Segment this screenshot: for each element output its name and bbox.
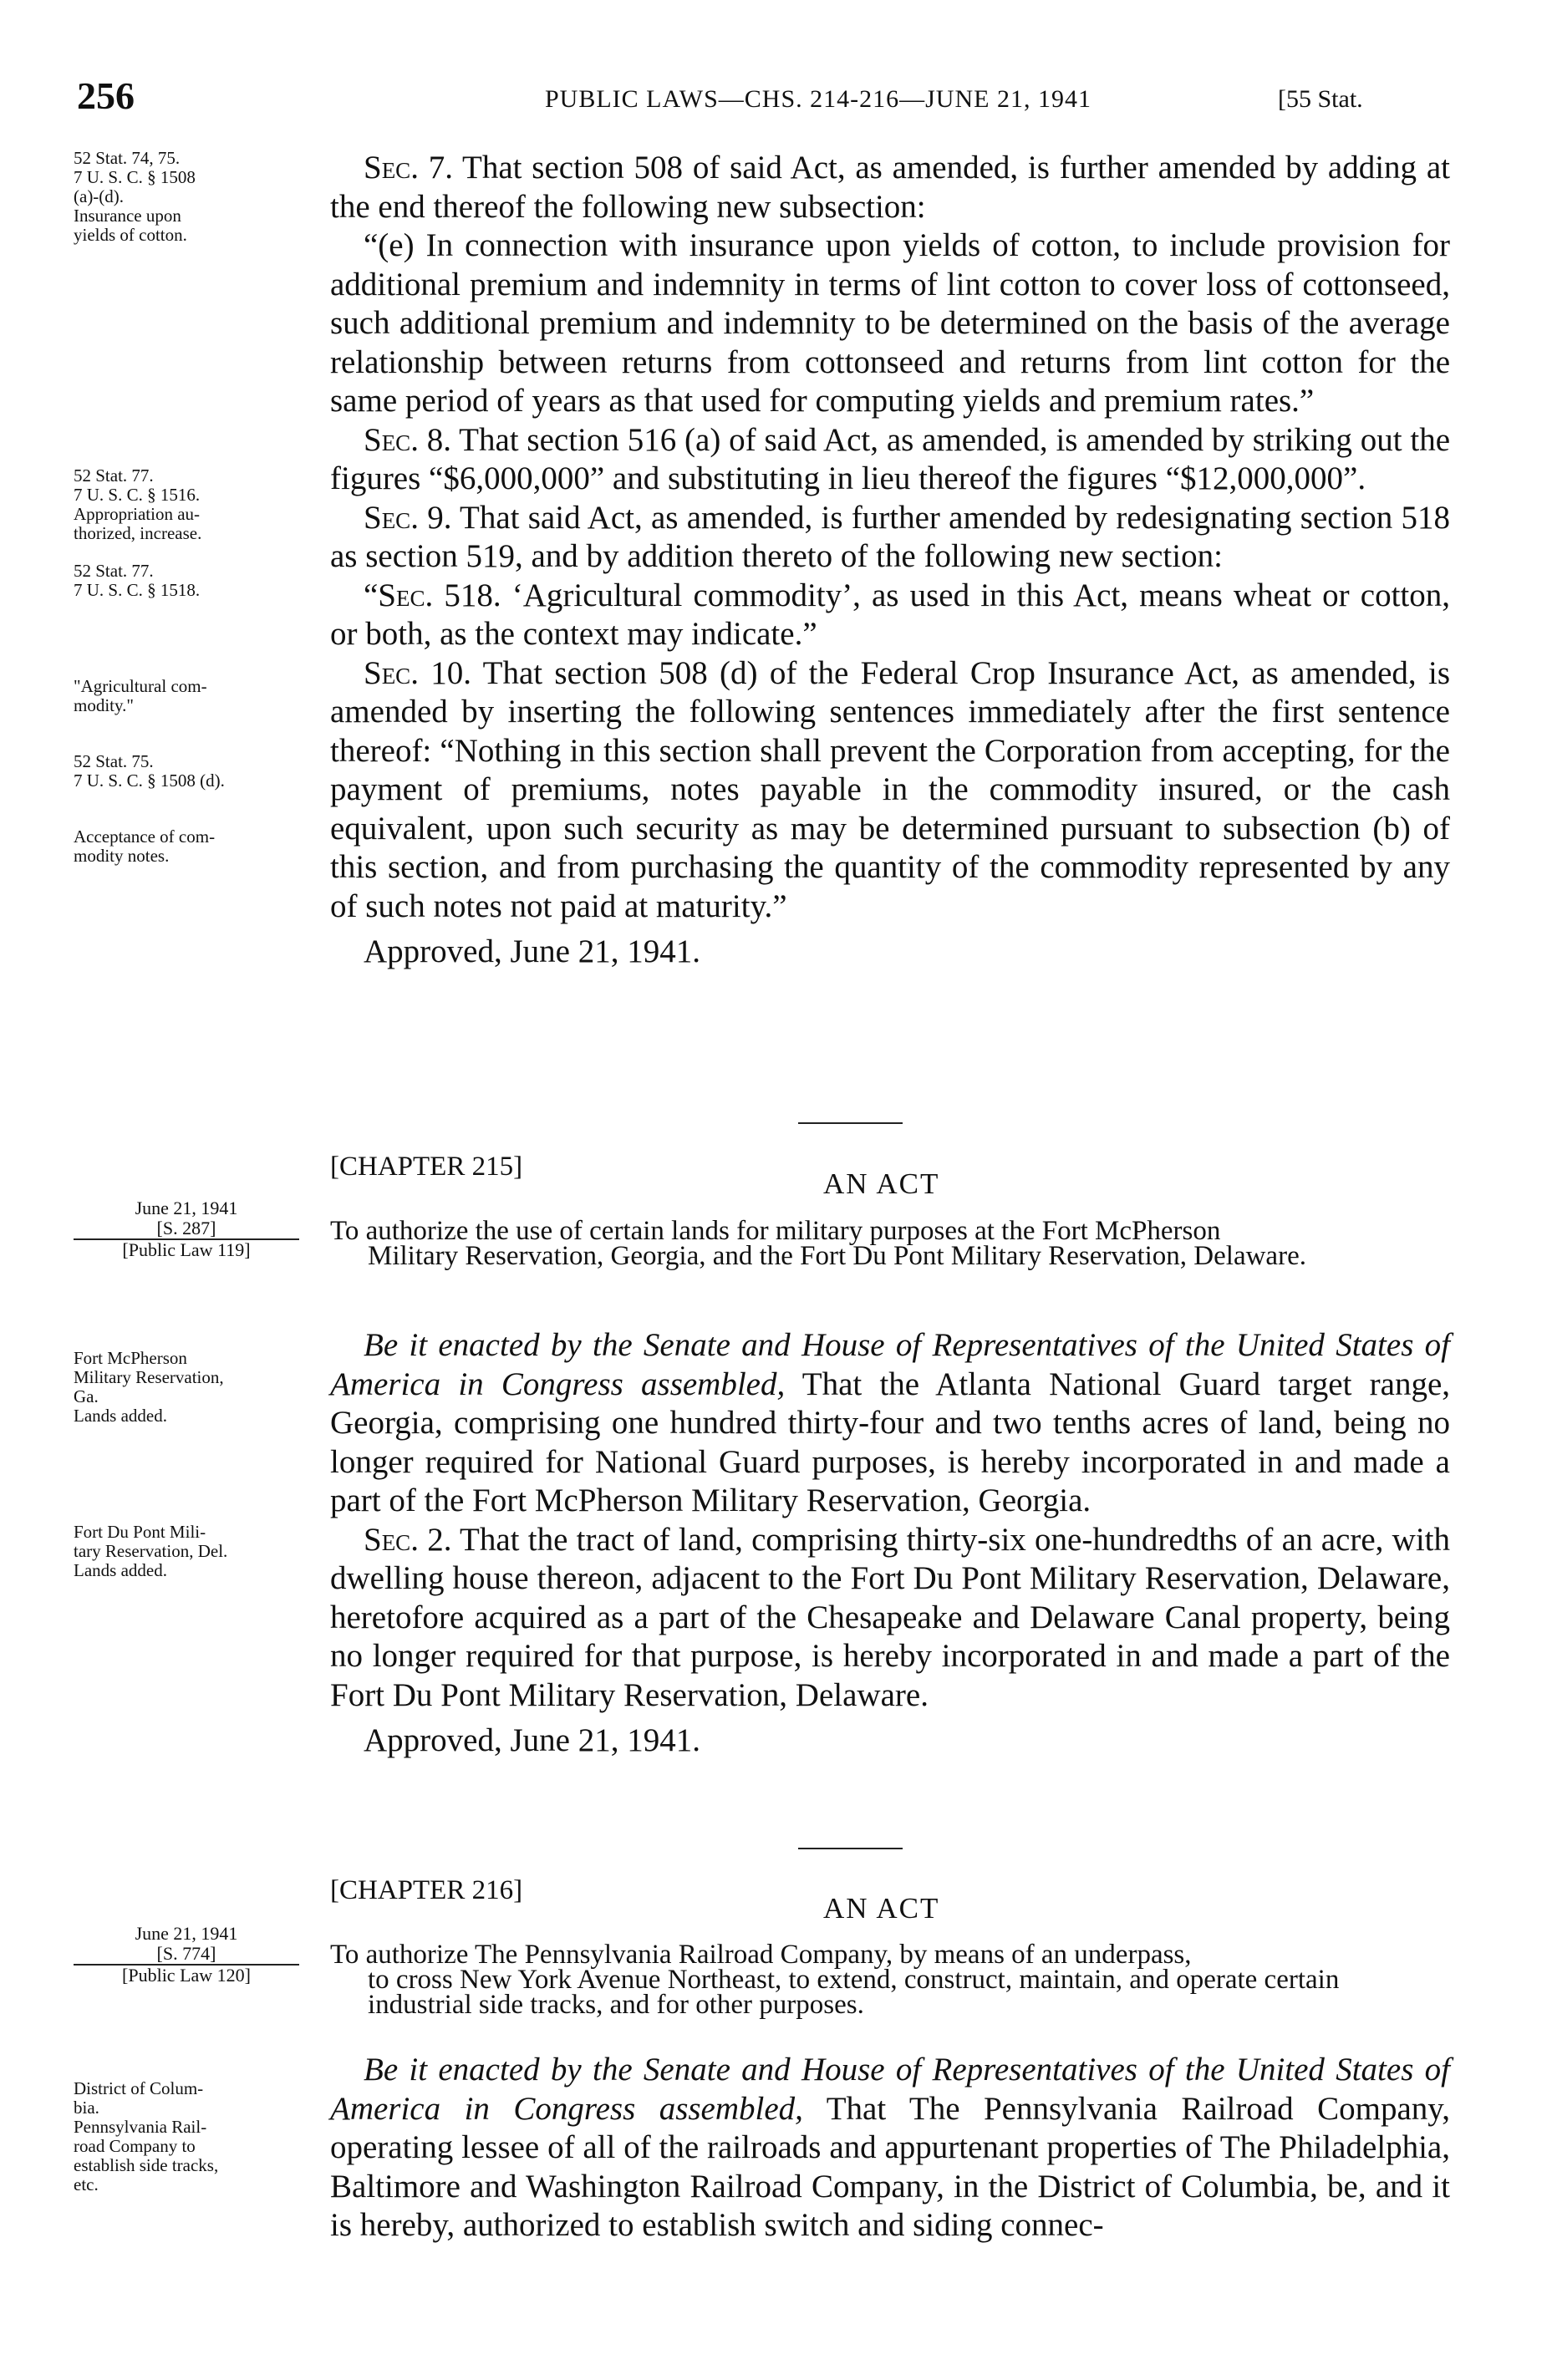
- chapter-215-act-title: AN ACT: [823, 1167, 940, 1200]
- margin-note-sec9-definition: [74, 677, 316, 715]
- section-heading: Sec. 10.: [364, 654, 472, 691]
- section-7: [330, 149, 1450, 226]
- margin-note-sec7: [74, 149, 316, 245]
- chapter-216-date-box: [74, 1924, 299, 1986]
- sections-7-10: [330, 149, 1450, 972]
- purpose-continuation: to cross New York Avenue Northeast, to extend, construct, maintain, and operate certain industrial side tracks, and for other purposes.: [368, 1965, 1340, 2020]
- margin-note-line: Lands added.: [74, 1560, 167, 1580]
- page-number: 256: [77, 74, 135, 117]
- margin-note-line: thorized, increase.: [74, 523, 202, 543]
- margin-note-line: District of Colum-: [74, 2078, 204, 2098]
- enactment-date: June 21, 1941: [135, 1198, 238, 1218]
- margin-note-line: 7 U. S. C. § 1516.: [74, 485, 201, 505]
- approval-date: Approved, June 21, 1941.: [364, 933, 700, 969]
- margin-note-line: Ga.: [74, 1386, 99, 1406]
- margin-note-line: 52 Stat. 74, 75.: [74, 148, 181, 168]
- margin-note-line: Pennsylvania Rail-: [74, 2117, 207, 2137]
- margin-note-line: Lands added.: [74, 1406, 167, 1426]
- margin-note-line: Insurance upon: [74, 206, 181, 226]
- section-heading: Sec. 2.: [364, 1521, 452, 1558]
- margin-note-line: Acceptance of com-: [74, 826, 216, 847]
- section-text: That section 508 of said Act, as amended, is further amended by adding at the end thereof the following new subsection:: [330, 150, 1450, 225]
- margin-note-line: establish side tracks,: [74, 2155, 219, 2175]
- public-law-number: [Public Law 119]: [122, 1239, 251, 1260]
- margin-note-line: 52 Stat. 75.: [74, 751, 154, 771]
- chapter-215-heading: [CHAPTER 215]: [330, 1152, 523, 1182]
- margin-note-line: (a)-(d).: [74, 186, 125, 206]
- chapter-215-enacting-clause: [330, 1326, 1450, 1521]
- purpose-line: To authorize the use of certain lands for military purposes at the Fort McPherson: [330, 1216, 1221, 1246]
- approval-date: Approved, June 21, 1941.: [364, 1722, 700, 1758]
- section-text: That said Act, as amended, is further amended by redesignating section 518 as section 519, and by addition thereto of the following new section:: [330, 499, 1450, 574]
- section-9-quote: [330, 577, 1450, 654]
- chapter-215-section-2: [330, 1521, 1450, 1716]
- chapter-215-purpose: [330, 1218, 1450, 1269]
- section-heading: Sec. 7.: [364, 150, 453, 186]
- running-header: [77, 74, 1473, 124]
- section-8: [330, 421, 1450, 499]
- public-law-number: [Public Law 120]: [122, 1965, 251, 1986]
- chapter-216-purpose: [330, 1940, 1450, 2020]
- section-heading: Sec. 9.: [364, 499, 452, 536]
- margin-note-line: tary Reservation, Del.: [74, 1541, 228, 1561]
- purpose-continuation: Military Reservation, Georgia, and the Fort Du Pont Military Reservation, Delaware.: [368, 1241, 1306, 1271]
- margin-note-line: yields of cotton.: [74, 225, 187, 245]
- chapter-216-act-title: AN ACT: [823, 1892, 940, 1925]
- section-divider: [798, 1848, 903, 1849]
- margin-note-line: 7 U. S. C. § 1508: [74, 167, 196, 187]
- margin-note-line: Fort Du Pont Mili-: [74, 1522, 206, 1542]
- margin-note-line: 52 Stat. 77.: [74, 561, 154, 581]
- section-9: [330, 499, 1450, 577]
- section-10: [330, 654, 1450, 927]
- chapter-216-enacting-clause: [330, 2051, 1450, 2245]
- margin-note-sec10-notes: [74, 827, 316, 866]
- margin-note-line: 7 U. S. C. § 1508 (d).: [74, 770, 225, 791]
- margin-note-line: bia.: [74, 2098, 99, 2118]
- margin-note-line: Appropriation au-: [74, 504, 201, 524]
- enacting-text: That the Atlanta National Guard target range, Georgia, comprising one hundred thirty-four and two tenths acres of land, being no longer required for National Guard purposes, is hereby incorporated in and made a part of the Fort McPherson Military Reservation, Georgia.: [330, 1365, 1451, 1518]
- margin-note-line: modity.": [74, 695, 134, 715]
- margin-note-line: 52 Stat. 77.: [74, 465, 154, 486]
- margin-note-fort-du-pont: [74, 1523, 316, 1580]
- margin-note-line: etc.: [74, 2174, 99, 2194]
- bill-number: [S. 287]: [74, 1218, 299, 1240]
- enacting-formula: Be it enacted by the Senate and House of Representatives of the United States of America in Congress assembled,: [330, 1327, 1450, 1402]
- chapter-216-body: [330, 2051, 1450, 2245]
- chapter-215-date-box: [74, 1198, 299, 1260]
- section-text: That section 508 (d) of the Federal Crop Insurance Act, as amended, is amended by inserting the following sentences immediately after the first sentence thereof: “Nothing in this section shall prevent the Corporation from accepting, for the payment of premiums, notes payable in the commodity insured, or the cash equivalent, upon such security as may be determined pursuant to subsection (b) of this section, and from purchasing the quantity of the commodity represented by any of such notes not paid at maturity.”: [330, 654, 1450, 924]
- margin-note-line: 7 U. S. C. § 1518.: [74, 580, 201, 600]
- margin-note-line: Military Reservation,: [74, 1367, 224, 1387]
- section-text: That the tract of land, comprising thirty-six one-hundredths of an acre, with dwelling house thereon, adjacent to the Fort Du Pont Military Reservation, Delaware, heretofore acquired as a part of the Chesapeake and Delaware Canal property, being no longer required for that purpose, is hereby incorporated in and made a part of the Fort Du Pont Military Reservation, Delaware.: [330, 1521, 1450, 1713]
- section-divider: [798, 1122, 903, 1124]
- enactment-date: June 21, 1941: [135, 1923, 238, 1944]
- enacting-formula: Be it enacted by the Senate and House of Representatives of the United States of America in Congress assembled,: [330, 2052, 1450, 2127]
- bill-number: [S. 774]: [74, 1944, 299, 1966]
- margin-note-district-of-columbia: [74, 2079, 316, 2194]
- section-text: ‘Agricultural commodity’, as used in this Act, means wheat or cotton, or both, as the context may indicate.”: [330, 577, 1450, 652]
- margin-note-line: "Agricultural com-: [74, 676, 207, 696]
- purpose-line: To authorize The Pennsylvania Railroad Company, by means of an underpass,: [330, 1940, 1192, 1970]
- margin-note-line: Fort McPherson: [74, 1348, 187, 1368]
- section-7-quote: “(e) In connection with insurance upon yields of cotton, to include provision for additional premium and indemnity in terms of lint cotton to cover loss of cottonseed, such additional premium and indemnity to be determined on the basis of the average relationship between returns from cottonseed and returns from lint cotton for the same period of years as that used for computing yields and premium rates.”: [330, 227, 1450, 419]
- section-heading: Sec. 8.: [364, 421, 452, 458]
- section-text: That section 516 (a) of said Act, as amended, is amended by striking out the figures “$6,000,000” and substituting in lieu thereof the figures “$12,000,000”.: [330, 421, 1450, 496]
- enacting-text: That The Pennsylvania Railroad Company, operating lessee of all of the railroads and appurtenant properties of The Philadelphia, Baltimore and Washington Railroad Company, in the District of Columbia, be, and it is hereby, authorized to establish switch and siding connec-: [330, 2090, 1451, 2243]
- chapter-216-heading: [CHAPTER 216]: [330, 1875, 523, 1905]
- volume-reference: [55 Stat.: [1278, 85, 1363, 113]
- margin-note-sec9: [74, 562, 316, 600]
- margin-note-sec8: [74, 466, 316, 543]
- section-heading: “Sec. 518.: [364, 577, 501, 613]
- margin-note-line: modity notes.: [74, 846, 170, 866]
- margin-note-sec10: [74, 752, 316, 791]
- margin-note-fort-mcpherson: [74, 1349, 316, 1426]
- chapter-215-body: [330, 1326, 1450, 1761]
- running-title: PUBLIC LAWS—CHS. 214-216—JUNE 21, 1941: [545, 85, 1091, 113]
- margin-note-line: road Company to: [74, 2136, 196, 2156]
